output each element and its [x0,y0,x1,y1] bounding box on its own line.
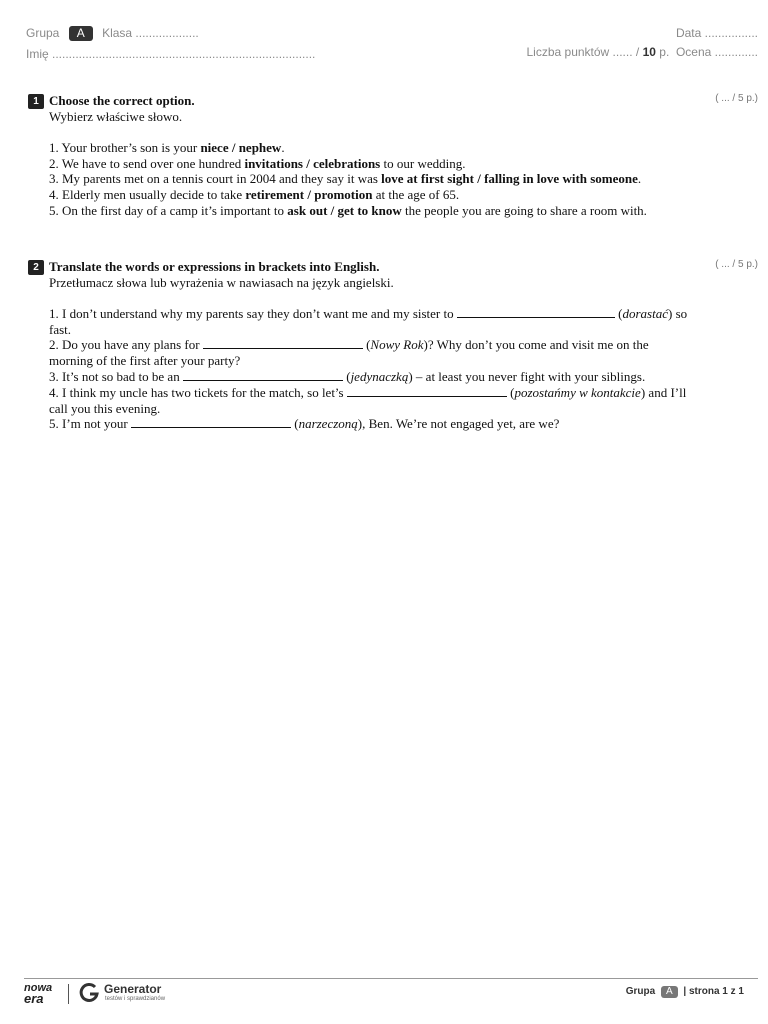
task1-item: 3. My parents met on a tennis court in 2004 and they say it was love at first sight / falling in love with someone. [49,171,642,187]
polish-hint: narzeczoną [298,416,358,432]
polish-hint: Nowy Rok [370,337,424,353]
group-badge: A [69,26,93,41]
task2-subtitle: Przetłumacz słowa lub wyrażenia w nawiasach na język angielski. [49,275,394,290]
answer-blank[interactable] [457,307,615,318]
generator-logo-text: Generator [104,982,162,996]
task2-items [28,306,690,432]
points-row [527,44,759,61]
header-right [527,25,759,61]
points-max: 10 [642,45,656,59]
generator-logo-subtitle: testów i sprawdzianów [105,996,166,1002]
date-field[interactable]: Data ................ [675,26,758,40]
task2-item: 4. I think my uncle has two tickets for the match, so let’s (pozostańmy w kontakcie) and I’ll call you this evening. [49,384,687,416]
task2-points: ( ... / 5 p.) [715,259,758,270]
group-label: Grupa [26,26,60,40]
page-group-label: Grupa [625,986,656,997]
answer-blank[interactable] [131,417,291,428]
task2-title: Translate the words or expressions in brackets into English. [49,259,380,274]
points-field[interactable]: Liczba punktów ...... / [526,45,640,59]
task1-option[interactable]: invitations / celebrations [244,155,381,171]
page-info [626,986,744,998]
grade-field[interactable]: Ocena ............. [675,45,758,59]
name-field[interactable]: Imię ............................................................................... [26,47,316,61]
task1-item: 1. Your brother’s son is your niece / nephew. [49,139,285,155]
task2-number-badge: 2 [28,260,44,275]
polish-hint: pozostańmy w kontakcie [514,384,641,400]
task1-option[interactable]: niece / nephew [200,139,282,155]
task-1 [28,93,690,219]
task1-title: Choose the correct option. [49,93,195,108]
polish-hint: dorastać [622,305,668,321]
task2-item: 1. I don’t understand why my parents say they don’t want me and my sister to (dorastać) so fast. [49,305,688,337]
task1-option[interactable]: ask out / get to know [287,202,402,218]
task1-subtitle: Wybierz właściwe słowo. [49,109,183,124]
answer-blank[interactable] [183,370,343,381]
task1-number-badge: 1 [28,94,44,109]
points-unit: p. [659,45,670,59]
footer-divider [24,978,758,979]
task1-points: ( ... / 5 p.) [715,93,758,104]
task2-item: 5. I’m not your (narzeczoną), Ben. We’re not engaged yet, are we? [49,416,560,432]
answer-blank[interactable] [347,386,507,397]
generator-g-icon [78,982,100,1009]
logo-separator [68,984,69,1004]
answer-blank[interactable] [203,338,363,349]
group-row [26,25,315,42]
page-number: | strona 1 z 1 [683,986,744,997]
task2-item: 2. Do you have any plans for (Nowy Rok)? Why don’t you come and visit me on the morning of the first after your party? [49,337,649,369]
task1-option[interactable]: love at first sight / falling in love with someone [381,171,638,187]
nowa-era-logo: nowa era [24,982,53,1006]
task1-header [28,93,690,109]
task1-item: 2. We have to send over one hundred invitations / celebrations to our wedding. [49,155,466,171]
task2-header [28,259,690,275]
task1-item: 5. On the first day of a camp it’s important to ask out / get to know the people you are going to share a room with. [49,202,647,218]
task2-item: 3. It’s not so bad to be an (jedynaczką) – at least you never fight with your siblings. [49,368,646,384]
task1-item: 4. Elderly men usually decide to take retirement / promotion at the age of 65. [49,187,460,203]
task1-option[interactable]: retirement / promotion [245,187,373,203]
polish-hint: jedynaczką [350,368,409,384]
task1-items [28,140,690,219]
task-2 [28,259,690,432]
class-field[interactable]: Klasa ................... [102,26,199,40]
page-group-badge: A [661,986,678,998]
header-left [26,25,315,63]
